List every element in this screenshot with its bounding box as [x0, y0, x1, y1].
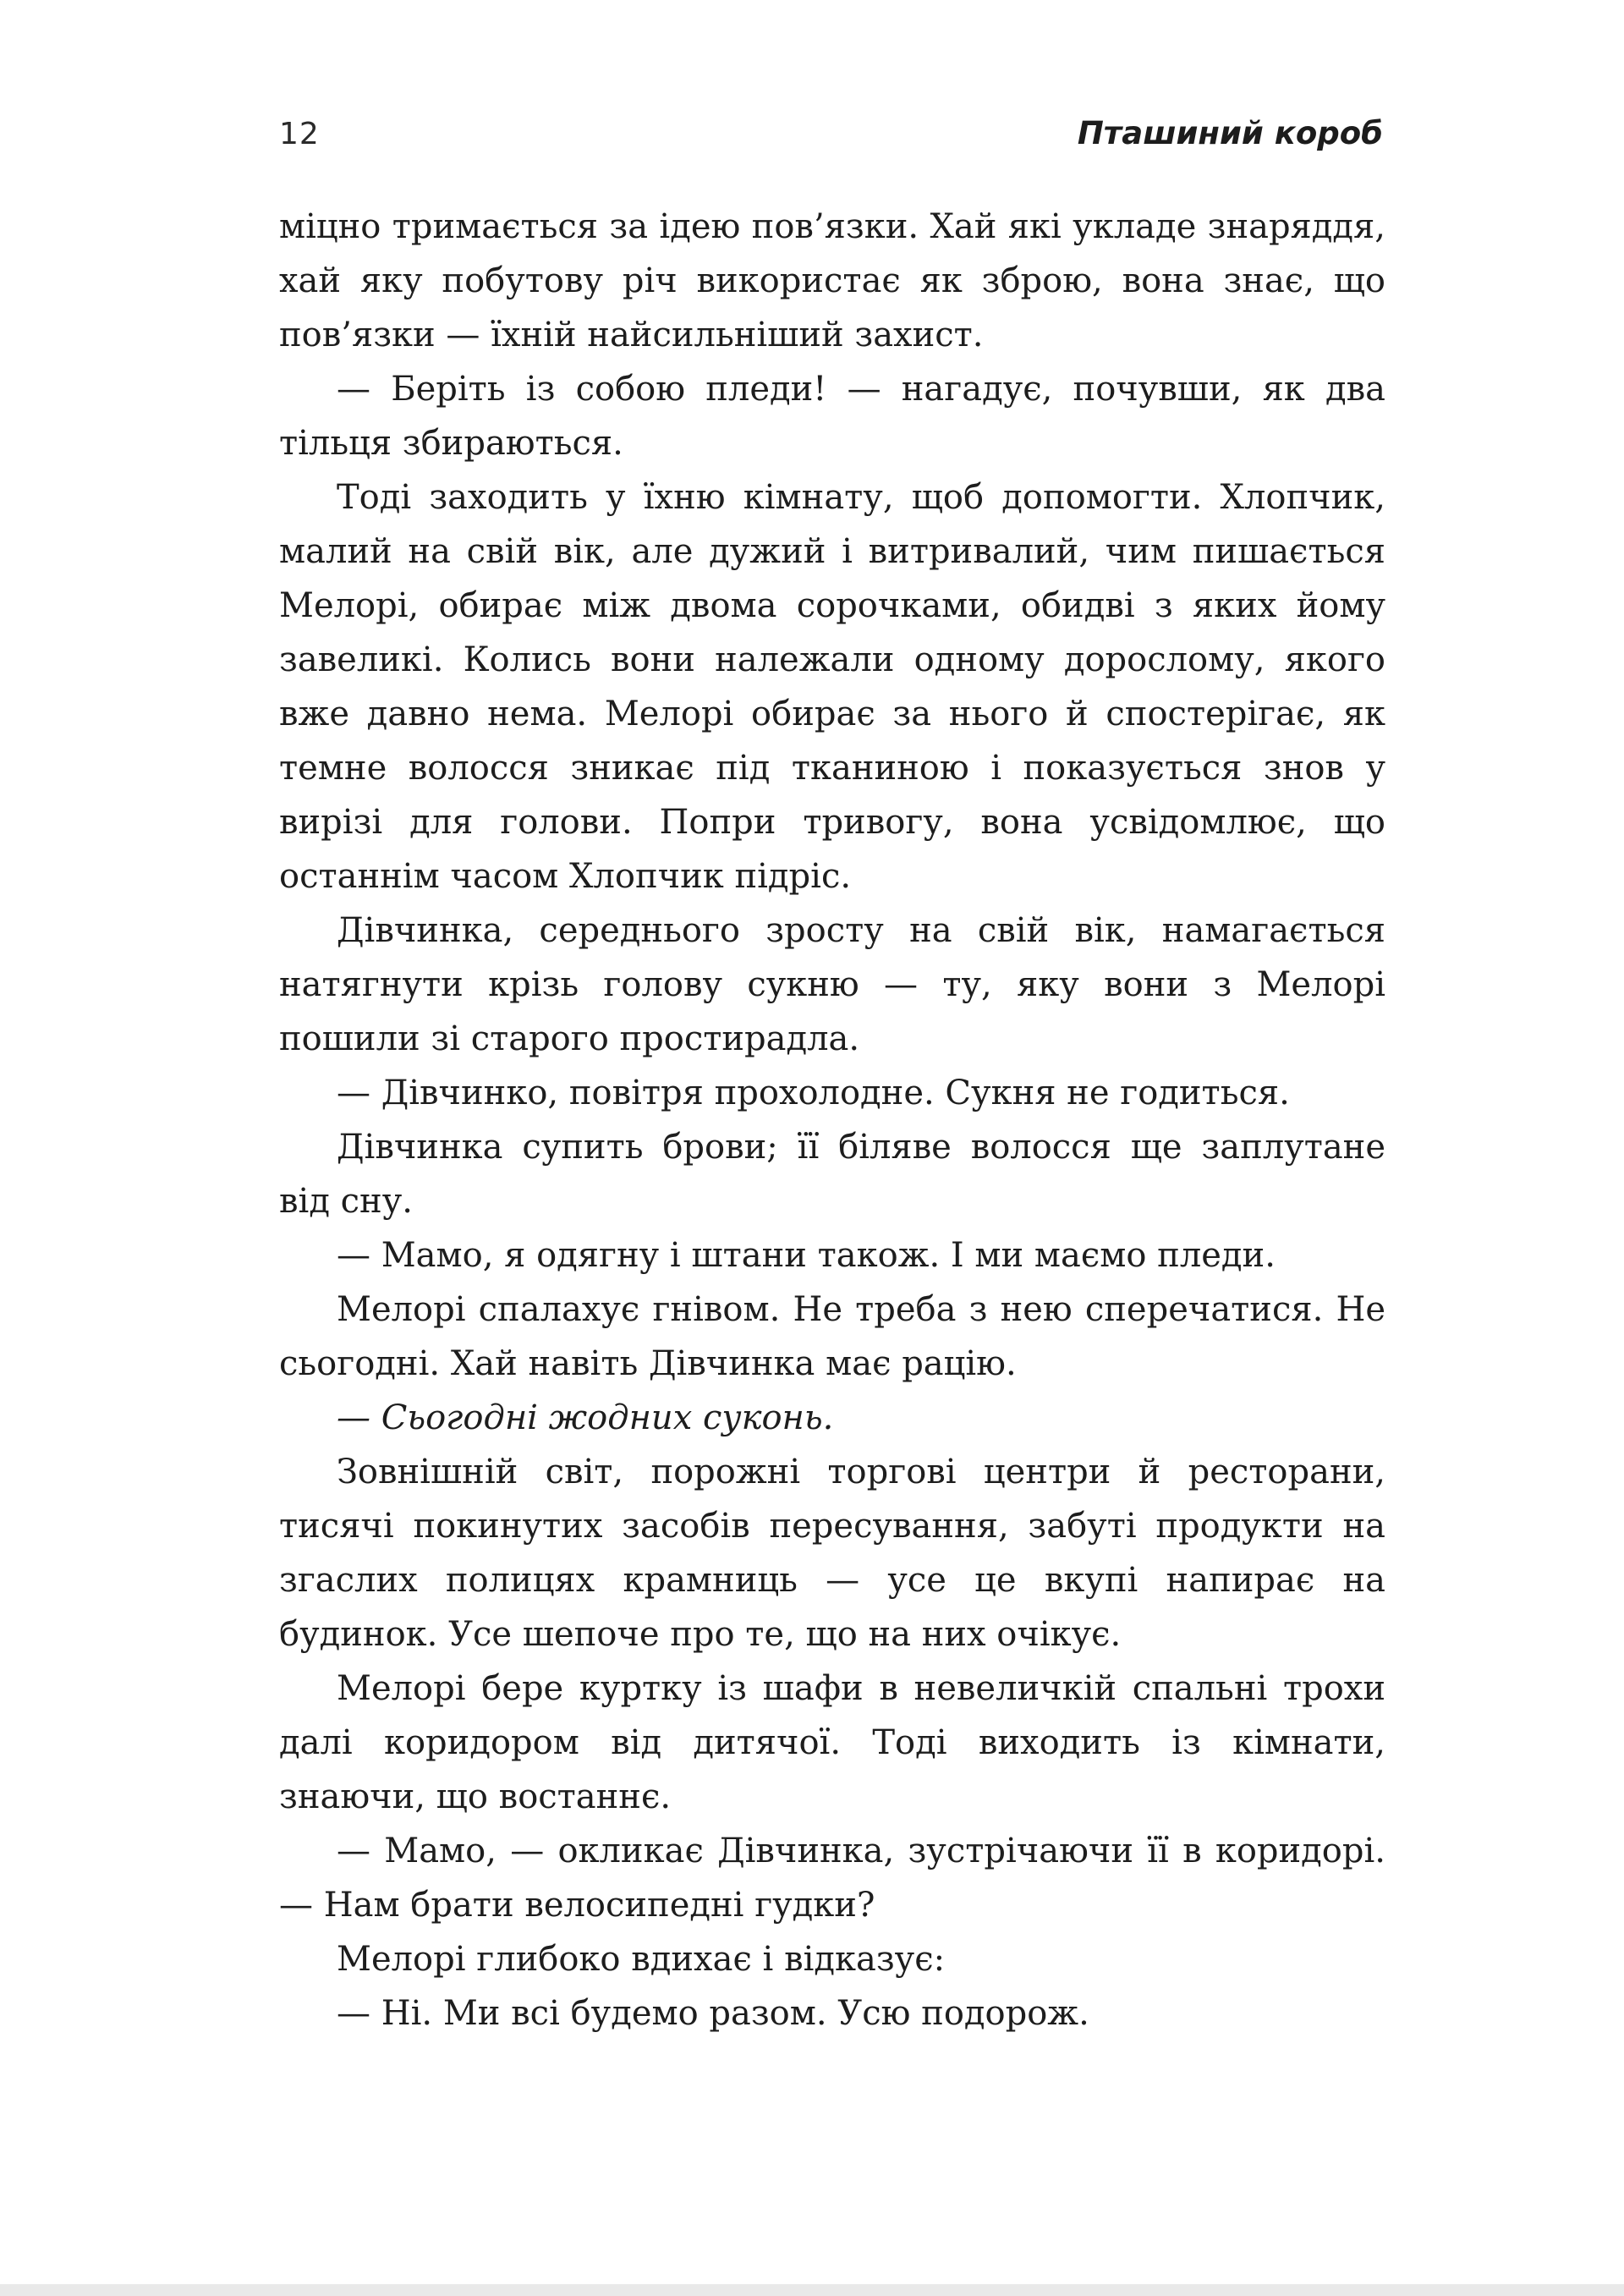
paragraph: Мелорі бере куртку із шафи в невеличкій спальні трохи далі коридором від дитячої. Тоді виходить із кімнати, знаючи, що востаннє.: [279, 1669, 1385, 1816]
paragraph: Дівчинка, середнього зросту на свій вік, намагається натягнути крізь голову сукню — ту, яку вони з Мелорі пошили зі старого простирадла.: [279, 911, 1385, 1058]
scan-bottom-edge: [0, 2284, 1624, 2296]
paragraph-continuation: міцно тримається за ідею пов’язки. Хай які укладе знаряддя, хай яку побутову річ використає як зброю, вона знає, що пов’язки — їхній найсильніший захист.: [279, 207, 1385, 354]
running-header: [279, 115, 1383, 151]
paragraph: Мелорі спалахує гнівом. Не треба з нею сперечатися. Не сьогодні. Хай навіть Дівчинка має рацію.: [279, 1290, 1385, 1383]
page-number: 12: [279, 117, 320, 151]
paragraph-dialogue-italic: — Сьогодні жодних суконь.: [337, 1398, 834, 1437]
paragraph-dialogue: — Мамо, я одягну і штани також. І ми маємо пледи.: [337, 1236, 1276, 1275]
paragraph-dialogue: — Ні. Ми всі будемо разом. Усю подорож.: [337, 1994, 1089, 2033]
paragraph-dialogue: — Беріть із собою пледи! — нагадує, почувши, як два тільця збираються.: [279, 370, 1385, 463]
running-title: Пташиний короб: [1077, 115, 1383, 151]
paragraph: Дівчинка супить брови; її біляве волосся ще заплутане від сну.: [279, 1128, 1385, 1221]
body-text: [279, 200, 1385, 2041]
paragraph-dialogue: — Мамо, — окликає Дівчинка, зустрічаючи її в коридорі. — Нам брати велосипедні гудки?: [279, 1832, 1385, 1925]
paragraph-dialogue: — Дівчинко, повітря прохолодне. Сукня не годиться.: [337, 1074, 1290, 1112]
paragraph: Тоді заходить у їхню кімнату, щоб допомогти. Хлопчик, малий на свій вік, але дужий і витривалий, чим пишається Мелорі, обирає між двома сорочками, обидві з яких йому завеликі. Колись вони належали одному дорослому, якого вже давно нема. Мелорі обирає за нього й спостерігає, як темне волосся зникає під тканиною і показується знов у вирізі для голови. Попри тривогу, вона усвідомлює, що останнім часом Хлопчик підріс.: [279, 478, 1385, 896]
paragraph: Мелорі глибоко вдихає і відказує:: [337, 1940, 946, 1979]
paragraph: Зовнішній світ, порожні торгові центри й ресторани, тисячі покинутих засобів пересування, забуті продукти на згаслих полицях крамниць — усе це вкупі напирає на будинок. Усе шепоче про те, що на них очікує.: [279, 1453, 1385, 1654]
